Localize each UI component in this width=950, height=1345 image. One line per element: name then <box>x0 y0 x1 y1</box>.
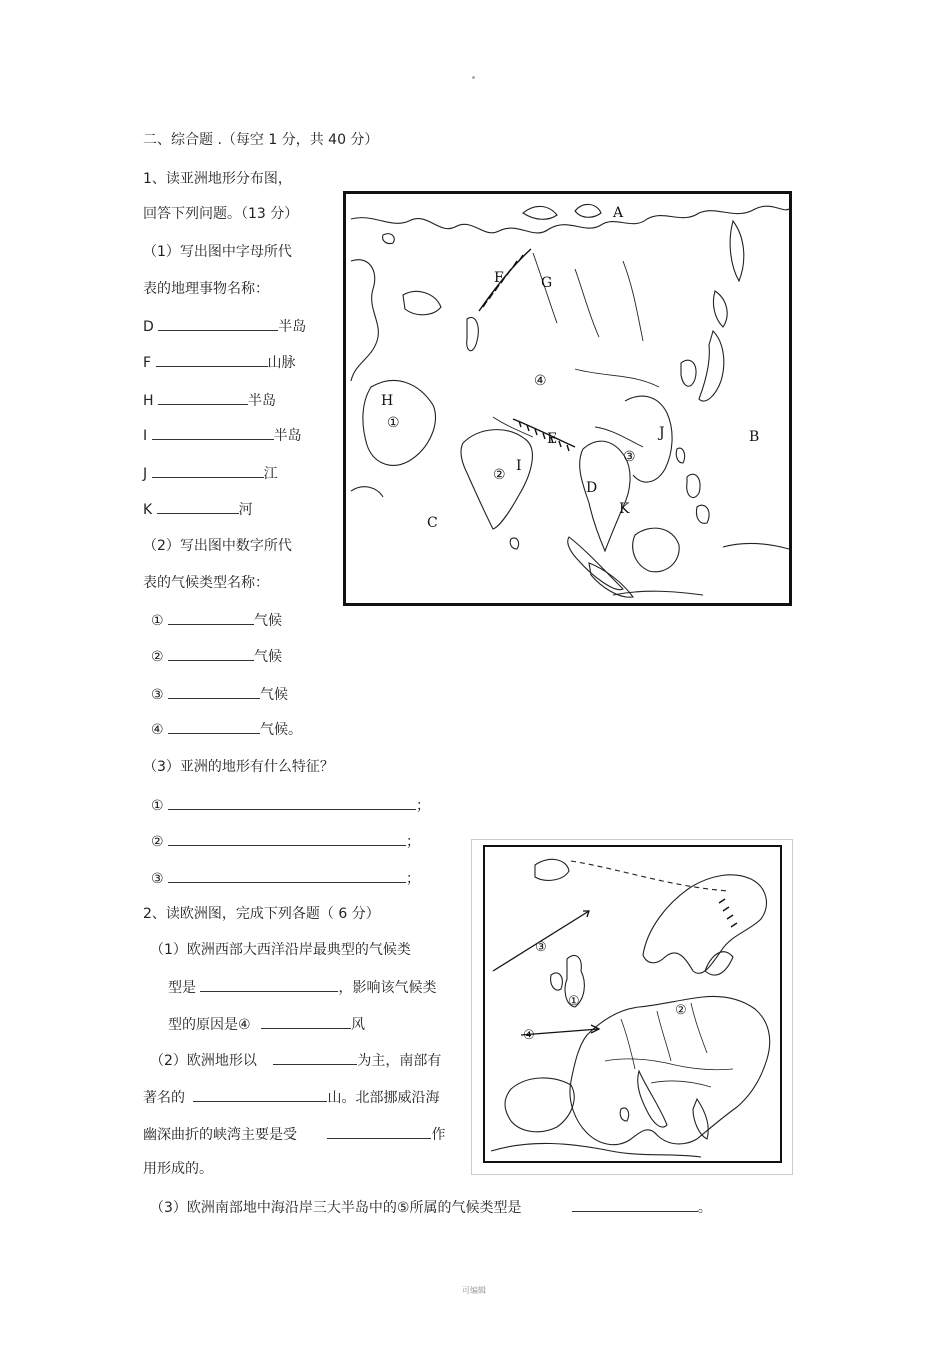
q2-sub1-line2 <box>168 977 436 998</box>
answer-blank[interactable] <box>168 684 260 699</box>
q2-sub2-line1-tail: 为主，南部有 <box>357 1053 442 1069</box>
climate-suffix: 气候 <box>260 687 289 703</box>
q1-sub3: （3）亚洲的地形有什么特征？ <box>143 759 334 775</box>
q1-intro-line2: 回答下列问题。（13 分） <box>143 206 299 222</box>
answer-blank[interactable] <box>572 1197 698 1212</box>
q2-sub2-line2 <box>143 1087 439 1108</box>
letter-suffix: 江 <box>263 466 278 482</box>
letter-label: J <box>143 466 148 482</box>
map-label-4: ④ <box>534 373 547 389</box>
europe-map <box>471 839 793 1175</box>
letter-suffix: 半岛 <box>247 393 276 409</box>
eu-label-4: ④ <box>523 1028 535 1043</box>
letter-label: I <box>143 428 148 444</box>
q2-sub2-line4: 用形成的。 <box>143 1161 213 1177</box>
q2-sub2-line2-tail: 山。北部挪威沿海 <box>327 1090 440 1106</box>
letter-suffix: 山脉 <box>267 355 296 371</box>
q1-sub1-line2: 表的地理事物名称： <box>143 281 269 297</box>
q2-sub2-line1 <box>150 1050 441 1071</box>
map-label-j: J <box>659 425 665 441</box>
blank-row-h <box>143 390 276 411</box>
feature-suffix: ； <box>406 834 421 850</box>
q2-sub3-tail: 。 <box>697 1200 712 1216</box>
answer-blank[interactable] <box>168 868 406 883</box>
answer-blank[interactable] <box>200 977 338 992</box>
answer-blank[interactable] <box>158 316 278 331</box>
top-mark <box>472 76 475 79</box>
letter-suffix: 半岛 <box>273 428 302 444</box>
answer-blank[interactable] <box>273 1050 357 1065</box>
map-label-d: D <box>586 480 598 496</box>
feature-suffix: ； <box>416 798 431 814</box>
letter-label: H <box>143 393 154 409</box>
europe-map-frame <box>484 846 781 1162</box>
q2-sub2-line3-tail: 作 <box>431 1127 446 1143</box>
letter-suffix: 半岛 <box>278 319 307 335</box>
answer-blank[interactable] <box>193 1087 327 1102</box>
answer-blank[interactable] <box>168 795 416 810</box>
eu-label-1: ① <box>568 994 580 1009</box>
eu-label-2: ② <box>675 1003 687 1018</box>
q2-sub1-line3 <box>168 1014 365 1035</box>
map-label-g: G <box>541 275 553 291</box>
section-title: 二、综合题 .（每空 1 分，共 40 分） <box>143 132 379 148</box>
eu-label-3: ③ <box>535 940 547 955</box>
asia-map <box>343 191 792 606</box>
feature-row-3 <box>151 868 420 889</box>
climate-row-1 <box>151 610 282 631</box>
feature-suffix: ； <box>406 871 421 887</box>
map-label-1: ① <box>387 415 400 431</box>
map-label-2: ② <box>493 467 506 483</box>
blank-row-k <box>143 499 253 520</box>
q2-sub1-line3-tail: 风 <box>351 1017 366 1033</box>
climate-row-4 <box>151 719 302 740</box>
climate-suffix: 气候。 <box>260 722 303 738</box>
q2-sub1-line3-text: 型的原因是④ <box>168 1017 251 1033</box>
climate-suffix: 气候 <box>254 649 283 665</box>
answer-blank[interactable] <box>157 499 239 514</box>
feature-row-2 <box>151 831 420 852</box>
map-label-3: ③ <box>623 449 636 465</box>
answer-blank[interactable] <box>261 1014 351 1029</box>
q2-sub2-line3-text: 幽深曲折的峡湾主要是受 <box>143 1127 297 1143</box>
blank-row-i <box>143 425 302 446</box>
q1-sub2-line1: （2）写出图中数字所代 <box>143 538 292 554</box>
letter-label: F <box>143 355 152 371</box>
blank-row-j <box>143 463 278 484</box>
q1-sub1-line1: （1）写出图中字母所代 <box>143 244 292 260</box>
answer-blank[interactable] <box>168 610 254 625</box>
answer-blank[interactable] <box>152 463 264 478</box>
q2-sub2-line1-text: （2）欧洲地形以 <box>150 1053 257 1069</box>
map-label-b: B <box>749 429 760 445</box>
map-label-f: F <box>494 270 504 286</box>
q2-sub1-line1: （1）欧洲西部大西洋沿岸最典型的气候类 <box>150 942 411 958</box>
map-label-a: A <box>613 205 624 221</box>
climate-suffix: 气候 <box>254 613 283 629</box>
answer-blank[interactable] <box>327 1124 431 1139</box>
letter-label: K <box>143 502 153 518</box>
q2-intro: 2、读欧洲图，完成下列各题（ 6 分） <box>143 906 380 922</box>
answer-blank[interactable] <box>158 390 248 405</box>
feature-row-1 <box>151 795 430 816</box>
map-label-k: K <box>619 501 630 517</box>
map-label-h: H <box>381 393 394 409</box>
map-label-e: E <box>547 431 558 447</box>
answer-blank[interactable] <box>168 719 260 734</box>
climate-num: ③ <box>151 687 164 703</box>
map-label-c: C <box>427 515 438 531</box>
blank-row-f <box>143 352 296 373</box>
q2-sub1-line2-tail: ，影响该气候类 <box>338 980 437 996</box>
q2-sub2-line3 <box>143 1124 445 1145</box>
answer-blank[interactable] <box>168 831 406 846</box>
q2-sub1-line2-text: 型是 <box>168 980 196 996</box>
footer-editable: 可编辑 <box>462 1286 486 1295</box>
feature-num: ③ <box>151 871 164 887</box>
climate-num: ① <box>151 613 164 629</box>
q2-sub3 <box>150 1197 712 1218</box>
map-label-i: I <box>516 458 522 474</box>
answer-blank[interactable] <box>152 425 274 440</box>
climate-row-3 <box>151 684 288 705</box>
climate-num: ② <box>151 649 164 665</box>
q2-sub3-text: （3）欧洲南部地中海沿岸三大半岛中的⑤所属的气候类型是 <box>150 1200 522 1216</box>
answer-blank[interactable] <box>168 646 254 661</box>
climate-num: ④ <box>151 722 164 738</box>
blank-row-d <box>143 316 306 337</box>
feature-num: ① <box>151 798 164 814</box>
letter-suffix: 河 <box>238 502 253 518</box>
q1-intro-line1: 1、读亚洲地形分布图， <box>143 171 292 187</box>
answer-blank[interactable] <box>156 352 268 367</box>
q1-sub2-line2: 表的气候类型名称： <box>143 575 269 591</box>
feature-num: ② <box>151 834 164 850</box>
climate-row-2 <box>151 646 282 667</box>
q2-sub2-line2-text: 著名的 <box>143 1090 185 1106</box>
letter-label: D <box>143 319 154 335</box>
